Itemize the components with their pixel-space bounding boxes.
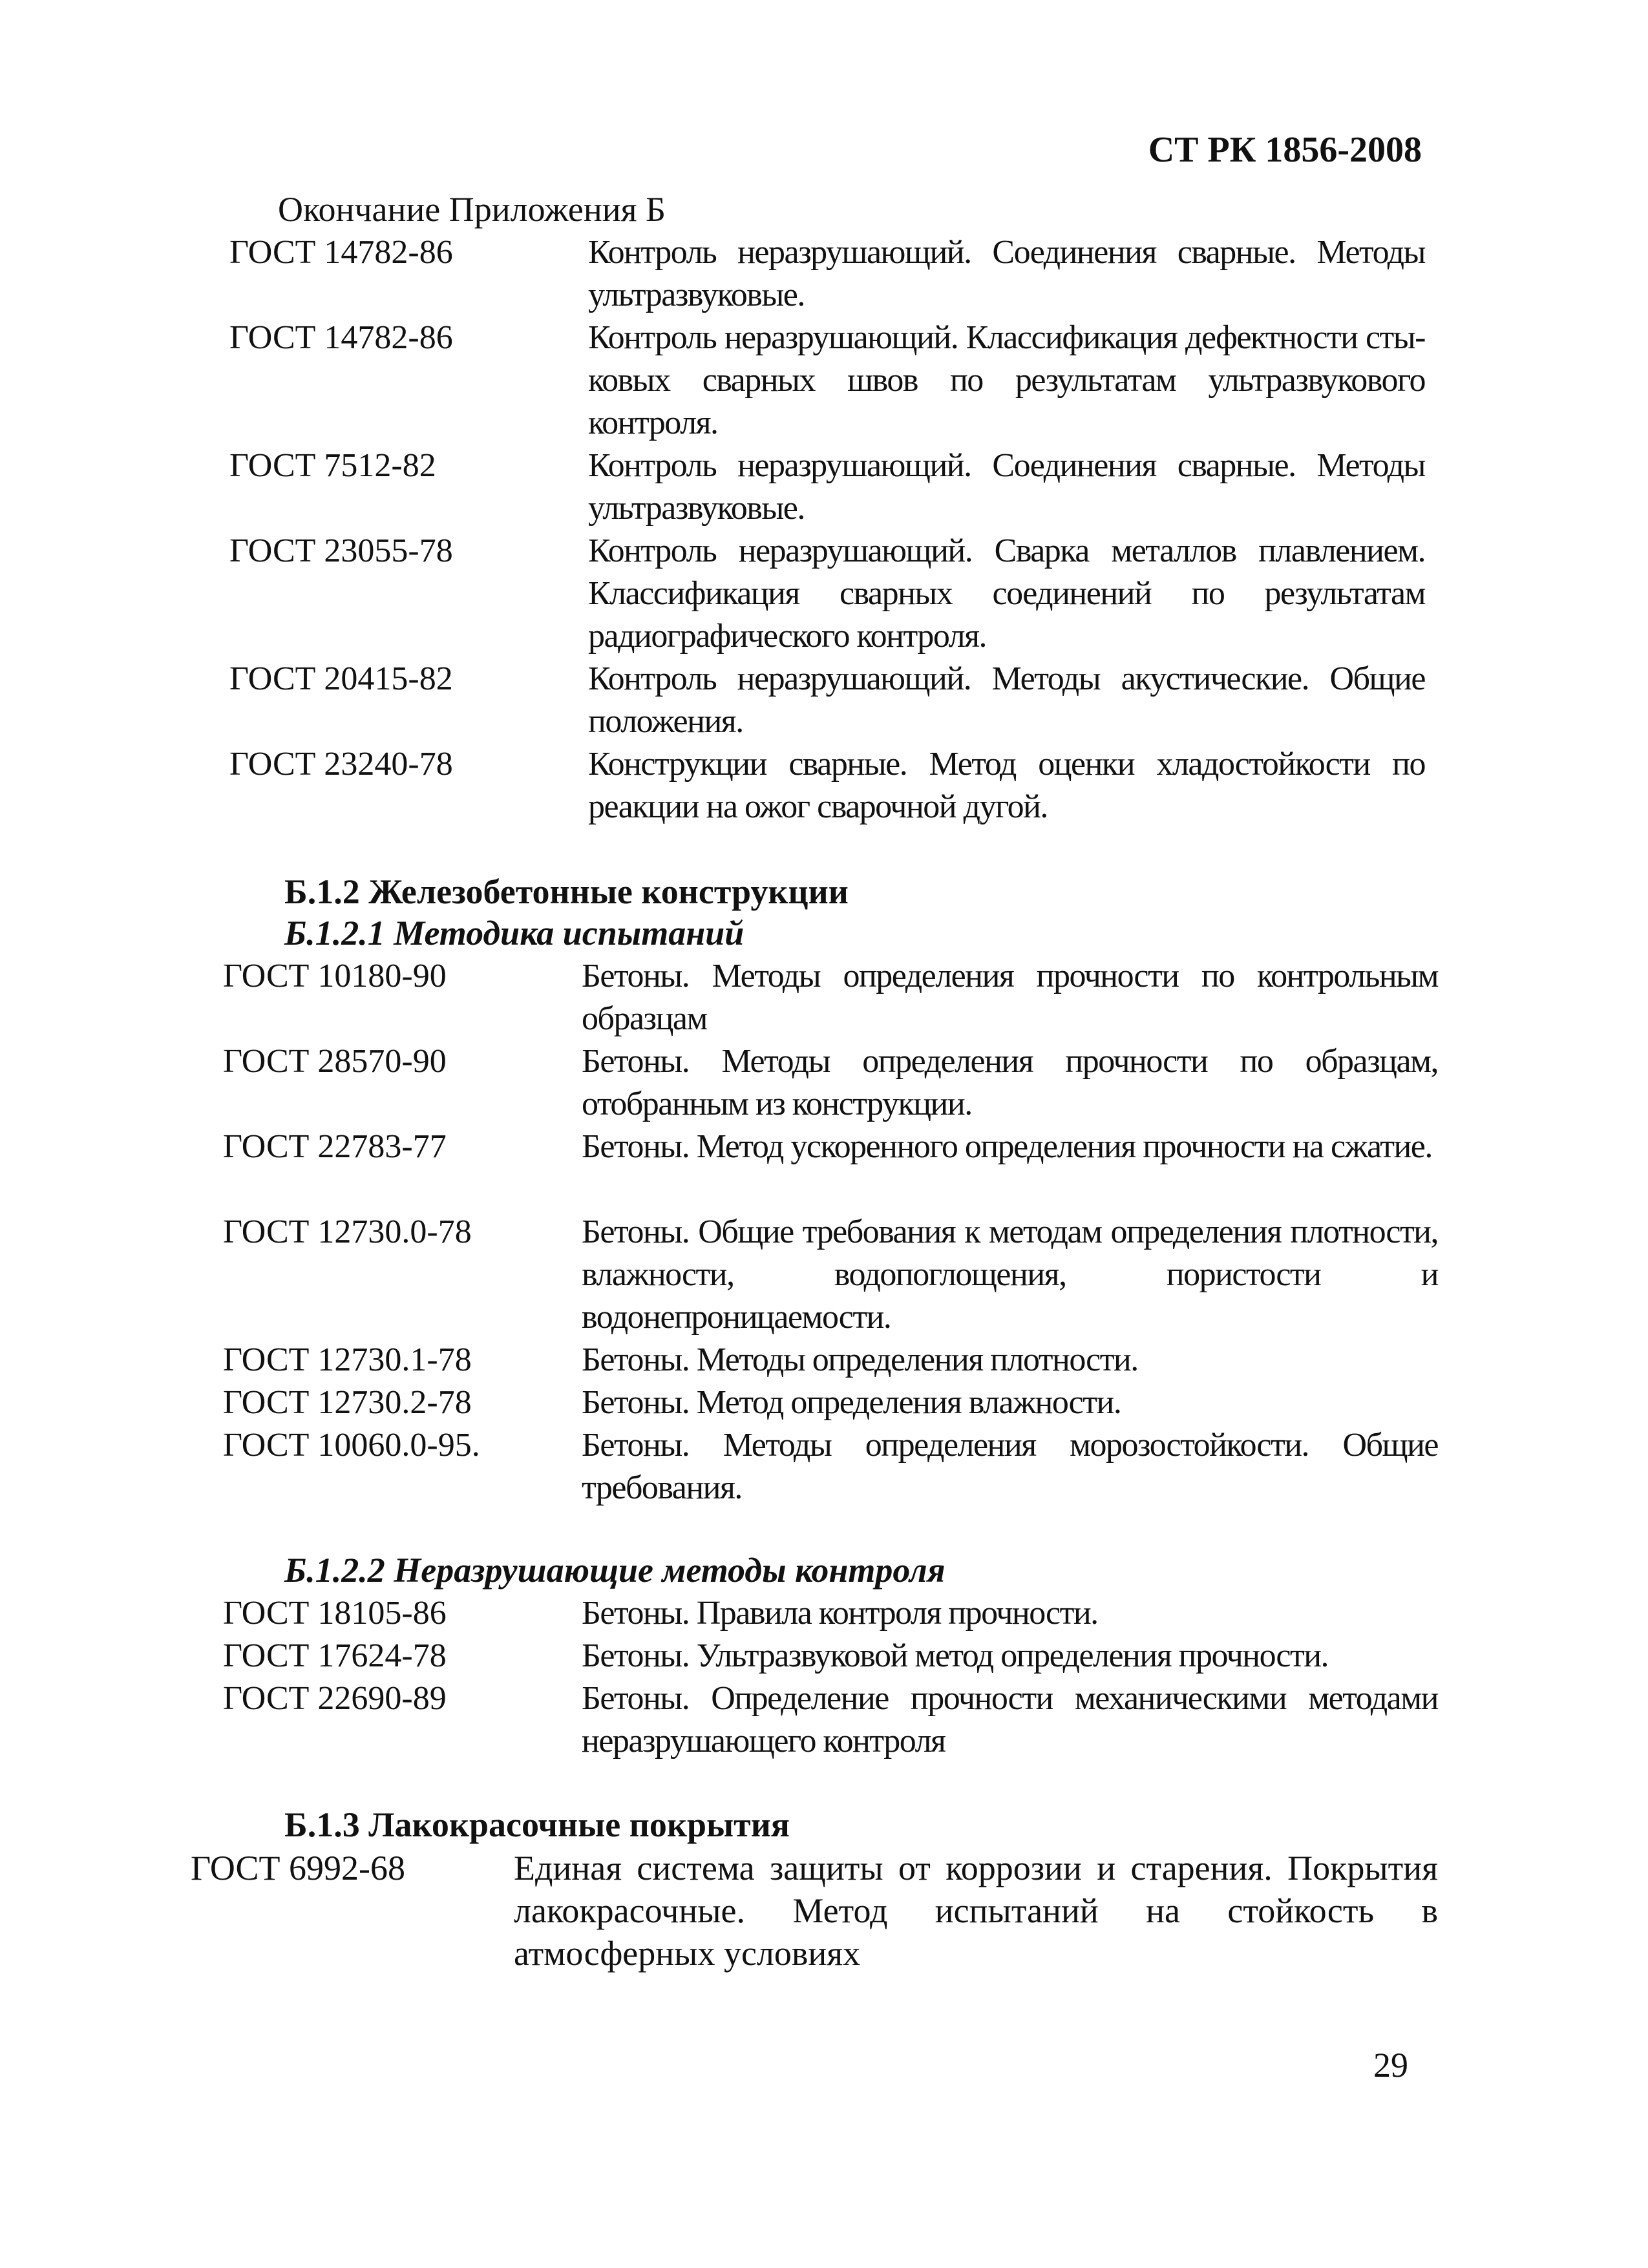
reference-title: Бетоны. Ультразвуковой метод определения прочности. [582, 1637, 1329, 1674]
reference-code: ГОСТ 12730.0-78 [223, 1213, 472, 1250]
reference-title: Конструкции сварные. Метод оценки хладостойкости по реакции на ожог сварочной дугой. [588, 746, 1425, 825]
section-heading: Б.1.3 Лакокрасочные покрытия [284, 1805, 790, 1844]
reference-code: ГОСТ 10180-90 [223, 958, 447, 994]
appendix-caption: Окончание Приложения Б [278, 190, 666, 229]
reference-code: ГОСТ 7512-82 [229, 447, 436, 484]
reference-title: Бетоны. Метод определения влажности. [582, 1384, 1121, 1421]
reference-code: ГОСТ 14782-86 [229, 319, 453, 356]
reference-title: Единая система защиты от коррозии и старения. Покрытия лакокрасочные. Метод испытаний на стойкость в атмосферных условиях [514, 1849, 1438, 1973]
reference-title: Бетоны. Методы определения морозостойкости. Общие требования. [582, 1427, 1438, 1506]
reference-code: ГОСТ 12730.1-78 [223, 1341, 472, 1378]
reference-code: ГОСТ 10060.0-95. [223, 1427, 480, 1464]
section-heading: Б.1.2 Железобетонные конструкции [284, 872, 849, 911]
reference-title: Бетоны. Общие требования к методам определения плотности, влажности, водопоглощения, пористости и водонепроницаемости. [582, 1213, 1438, 1336]
page-number: 29 [1373, 2046, 1408, 2084]
reference-title: Контроль неразрушающий. Классификация дефектности сты-ковых сварных швов по результатам ультразвукового контроля. [588, 319, 1425, 441]
reference-code: ГОСТ 22690-89 [223, 1680, 447, 1717]
reference-code: ГОСТ 23240-78 [229, 746, 453, 782]
reference-title: Бетоны. Правила контроля прочности. [582, 1595, 1098, 1632]
reference-title: Бетоны. Определение прочности механическими методами неразрушающего контроля [582, 1680, 1438, 1759]
document-id: СТ РК 1856-2008 [1148, 130, 1422, 170]
reference-code: ГОСТ 17624-78 [223, 1637, 447, 1674]
reference-code: ГОСТ 22783-77 [223, 1128, 447, 1165]
reference-code: ГОСТ 20415-82 [229, 660, 453, 697]
reference-title: Бетоны. Методы определения прочности по образцам, отобранным из конструкции. [582, 1043, 1438, 1122]
reference-code: ГОСТ 18105-86 [223, 1595, 447, 1632]
reference-code: ГОСТ 23055-78 [229, 532, 453, 569]
subsection-heading: Б.1.2.2 Неразрушающие методы контроля [284, 1551, 945, 1590]
reference-code: ГОСТ 12730.2-78 [223, 1384, 472, 1421]
reference-title: Контроль неразрушающий. Соединения сварные. Методы ультразвуковые. [588, 234, 1425, 313]
reference-title: Бетоны. Методы определения плотности. [582, 1341, 1138, 1378]
subsection-heading: Б.1.2.1 Методика испытаний [284, 914, 745, 952]
reference-title: Контроль неразрушающий. Методы акустические. Общие положения. [588, 660, 1425, 740]
reference-title: Бетоны. Методы определения прочности по контрольным образцам [582, 958, 1438, 1037]
reference-title: Контроль неразрушающий. Соединения сварные. Методы ультразвуковые. [588, 447, 1425, 527]
reference-code: ГОСТ 28570-90 [223, 1043, 447, 1080]
reference-code: ГОСТ 6992-68 [191, 1849, 406, 1887]
reference-title: Контроль неразрушающий. Сварка металлов плавлением. Классификация сварных соединений по результатам радиографического контроля. [588, 532, 1425, 655]
reference-code: ГОСТ 14782-86 [229, 234, 453, 271]
reference-title: Бетоны. Метод ускоренного определения прочности на сжатие. [582, 1128, 1432, 1165]
